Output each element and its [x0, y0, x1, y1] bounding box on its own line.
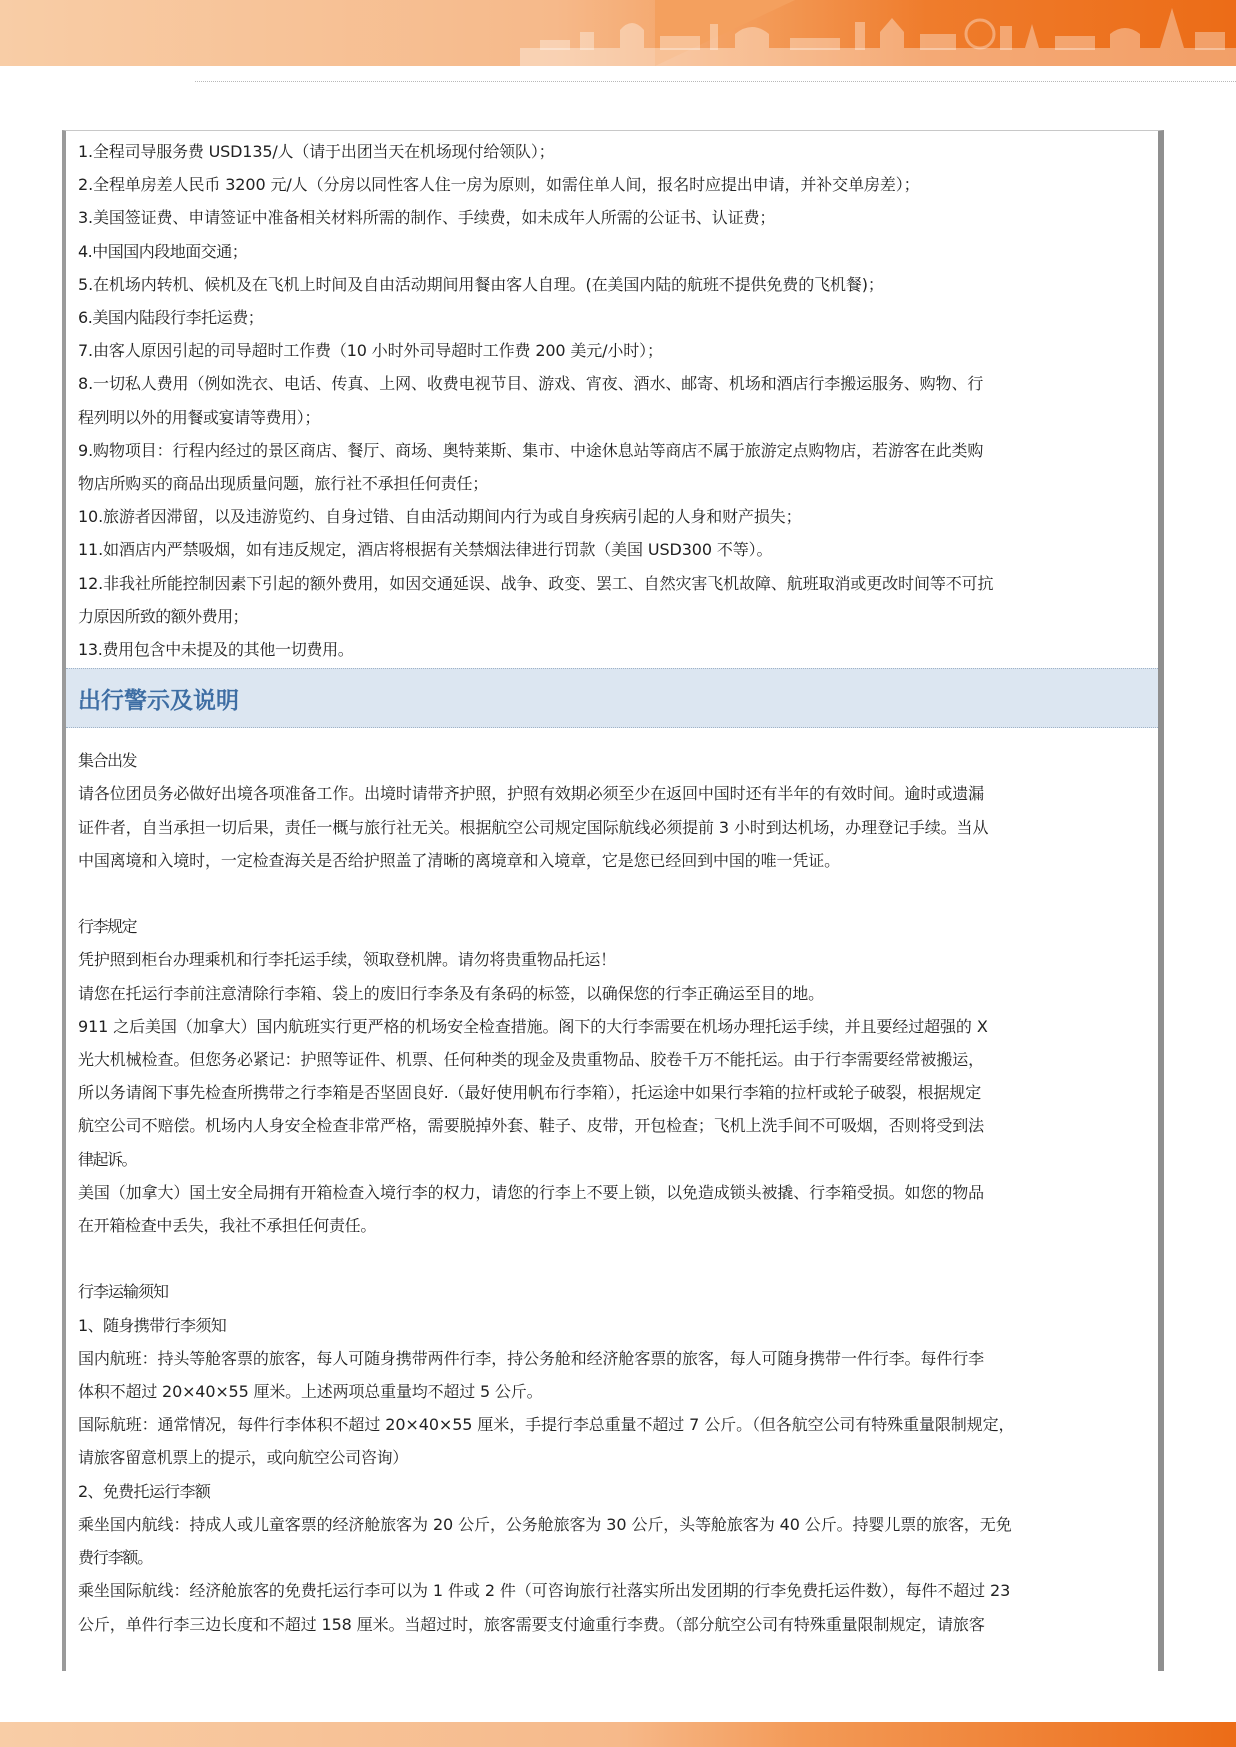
fee-item: 1.全程司导服务费 USD135/人（请于出团当天在机场现付给领队）； — [78, 142, 555, 161]
header-banner — [0, 0, 1236, 66]
paragraph-line: 2、免费托运行李额 — [78, 1481, 211, 1501]
section-heading-bar — [66, 668, 1158, 728]
fee-item: 9.购物项目：行程内经过的景区商店、餐厅、商场、奥特莱斯、集市、中途休息站等商店不属于旅游定点购物店，若游客在此类购 — [78, 440, 984, 460]
paragraph-line: 1、随身携带行李须知 — [78, 1315, 227, 1335]
subsection-title-luggage-transport: 行李运输须知 — [78, 1282, 169, 1302]
fee-item: 3.美国签证费、申请签证中准备相关材料所需的制作、手续费，如未成年人所需的公证书、认证费； — [78, 208, 776, 228]
fee-item: 程列明以外的用餐或宴请等费用）； — [78, 407, 321, 427]
travel-notes — [66, 728, 1158, 1640]
fee-item: 8.一切私人费用（例如洗衣、电话、传真、上网、收费电视节目、游戏、宵夜、酒水、邮寄、机场和酒店行李搬运服务、购物、行 — [78, 374, 984, 394]
fee-item: 13.费用包含中未提及的其他一切费用。 — [78, 640, 354, 660]
fee-item: 2.全程单房差人民币 3200 元/人（分房以同性客人住一房为原则，如需住单人间，报名时应提出申请，并补交单房差）； — [78, 175, 920, 195]
paragraph-line: 请各位团员务必做好出境各项准备工作。出境时请带齐护照，护照有效期必须至少在返回中国时还有半年的有效时间。逾时或遗漏 — [78, 784, 985, 804]
fee-item: 4.中国国内段地面交通； — [78, 241, 248, 261]
paragraph-line: 航空公司不赔偿。机场内人身安全检查非常严格，需要脱掉外套、鞋子、皮带，开包检查；飞机上洗手间不可吸烟，否则将受到法 — [78, 1116, 985, 1136]
paragraph-line: 请旅客留意机票上的提示，或向航空公司咨询） — [78, 1448, 409, 1468]
paragraph-line: 体积不超过 20×40×55 厘米。上述两项总重量均不超过 5 公斤。 — [78, 1382, 543, 1402]
city-skyline-decoration — [520, 4, 1236, 66]
paragraph-line: 所以务请阁下事先检查所携带之行李箱是否坚固良好.（最好使用帆布行李箱），托运途中如果行李箱的拉杆或轮子破裂，根据规定 — [78, 1083, 982, 1103]
fee-exclusions-list — [66, 131, 1158, 666]
paragraph-line: 中国离境和入境时，一定检查海关是否给护照盖了清晰的离境章和入境章，它是您已经回到中国的唯一凭证。 — [78, 850, 841, 870]
paragraph-line: 证件者，自当承担一切后果，责任一概与旅行社无关。根据航空公司规定国际航线必须提前 3 小时到达机场，办理登记手续。当从 — [78, 817, 989, 837]
paragraph-line: 911 之后美国（加拿大）国内航班实行更严格的机场安全检查措施。阁下的大行李需要在机场办理托运手续，并且要经过超强的 X — [78, 1016, 988, 1036]
header-divider — [195, 81, 1236, 82]
fee-item: 10.旅游者因滞留，以及违游览约、自身过错、自由活动期间内行为或自身疾病引起的人身和财产损失； — [78, 507, 802, 527]
paragraph-line: 美国（加拿大）国土安全局拥有开箱检查入境行李的权力，请您的行李上不要上锁，以免造成锁头被撬、行李箱受损。如您的物品 — [78, 1182, 985, 1202]
spacer — [78, 1242, 1150, 1275]
subsection-title-departure: 集合出发 — [78, 751, 137, 771]
paragraph-line: 乘坐国际航线：经济舱旅客的免费托运行李可以为 1 件或 2 件（可咨询旅行社落实所出发团期的行李免费托运件数），每件不超过 23 — [78, 1581, 1011, 1601]
spacer — [78, 877, 1150, 910]
fee-item: 7.由客人原因引起的司导超时工作费（10 小时外司导超时工作费 200 美元/小时）； — [78, 341, 663, 361]
subsection-title-luggage-rules: 行李规定 — [78, 917, 137, 937]
footer-banner — [0, 1722, 1236, 1747]
paragraph-line: 国内航班：持头等舱客票的旅客，每人可随身携带两件行李，持公务舱和经济舱客票的旅客，每人可随身携带一件行李。每件行李 — [78, 1348, 985, 1368]
fee-item: 6.美国内陆段行李托运费； — [78, 308, 264, 328]
document-content — [62, 130, 1164, 1671]
fee-item: 物店所购买的商品出现质量问题，旅行社不承担任何责任； — [78, 474, 489, 494]
paragraph-line: 费行李额。 — [78, 1548, 153, 1568]
paragraph-line: 请您在托运行李前注意清除行李箱、袋上的废旧行李条及有条码的标签，以确保您的行李正确运至目的地。 — [78, 983, 825, 1003]
paragraph-line: 在开箱检查中丢失，我社不承担任何责任。 — [78, 1216, 377, 1236]
paragraph-line: 乘坐国内航线：持成人或儿童客票的经济舱旅客为 20 公斤，公务舱旅客为 30 公斤，头等舱旅客为 40 公斤。持婴儿票的旅客，无免 — [78, 1514, 1012, 1534]
fee-item: 5.在机场内转机、候机及在飞机上时间及自由活动期间用餐由客人自理。(在美国内陆的航班不提供免费的飞机餐)； — [78, 274, 884, 294]
paragraph-line: 光大机械检查。但您务必紧记：护照等证件、机票、任何种类的现金及贵重物品、胶卷千万不能托运。由于行李需要经常被搬运， — [78, 1050, 985, 1070]
paragraph-line: 公斤，单件行李三边长度和不超过 158 厘米。当超过时，旅客需要支付逾重行李费。（部分航空公司有特殊重量限制规定，请旅客 — [78, 1614, 985, 1634]
fee-item: 11.如酒店内严禁吸烟，如有违反规定，酒店将根据有关禁烟法律进行罚款（美国 USD300 不等）。 — [78, 540, 773, 560]
section-title: 出行警示及说明 — [78, 687, 239, 714]
fee-item: 12.非我社所能控制因素下引起的额外费用，如因交通延误、战争、政变、罢工、自然灾害飞机故障、航班取消或更改时间等不可抗 — [78, 573, 994, 593]
paragraph-line: 律起诉。 — [78, 1149, 137, 1169]
fee-item: 力原因所致的额外费用； — [78, 606, 249, 626]
paragraph-line: 凭护照到柜台办理乘机和行李托运手续，领取登机牌。请勿将贵重物品托运！ — [78, 950, 617, 970]
paragraph-line: 国际航班：通常情况，每件行李体积不超过 20×40×55 厘米，手提行李总重量不超过 7 公斤。（但各航空公司有特殊重量限制规定， — [78, 1415, 1015, 1435]
